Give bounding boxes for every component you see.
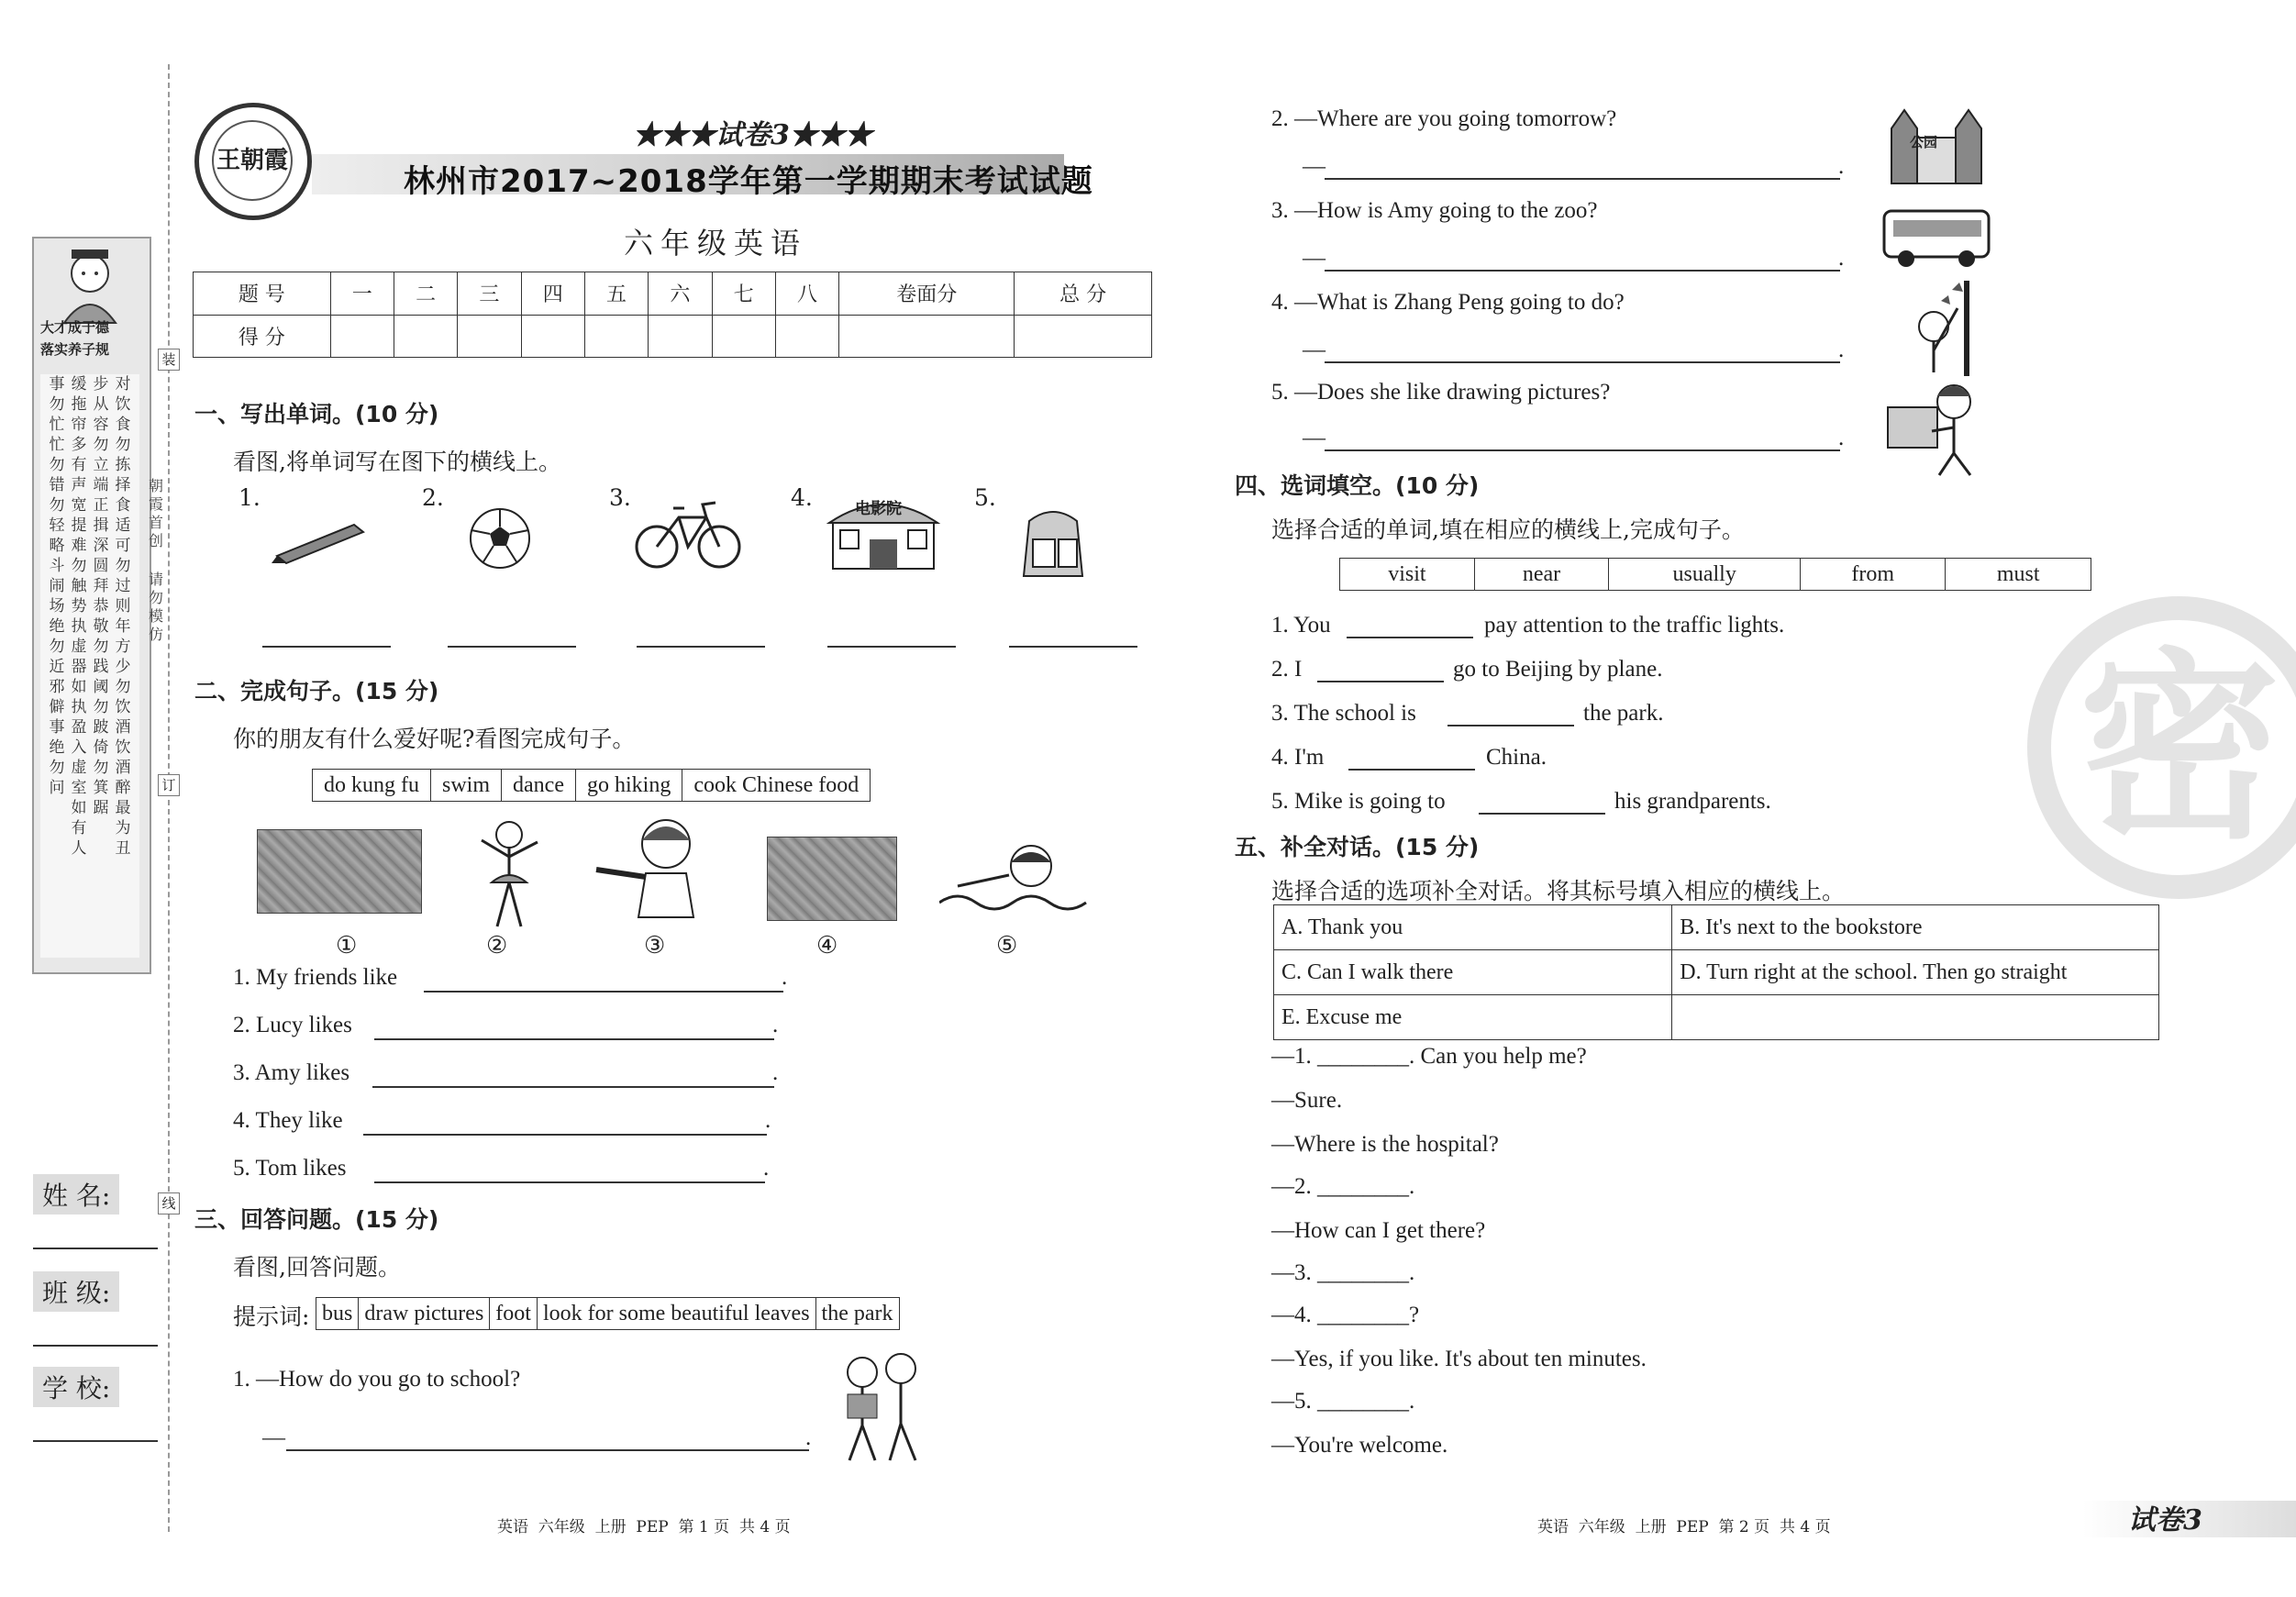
- sentence: 5. Tom likes: [233, 1156, 347, 1181]
- secret-stamp: [2027, 596, 2296, 899]
- question: 1. —How do you go to school?: [233, 1367, 521, 1392]
- picture-number: ①: [336, 932, 358, 959]
- score-input-cell[interactable]: [584, 315, 648, 358]
- word-option: swim: [431, 770, 502, 802]
- binding-mark: 线: [158, 1192, 180, 1214]
- sentence-start: 1. You: [1271, 613, 1331, 638]
- subject-title: 六年级英语: [624, 226, 808, 261]
- answer-line[interactable]: [1479, 813, 1605, 815]
- answer-line[interactable]: [424, 991, 783, 993]
- word-option: must: [1946, 559, 2091, 591]
- score-input-cell[interactable]: [1015, 315, 1152, 358]
- score-table: [193, 272, 1152, 358]
- period: .: [765, 1108, 771, 1133]
- dialog-option: B. It's next to the bookstore: [1672, 905, 2159, 950]
- score-cell: 二: [394, 272, 457, 316]
- answer-line[interactable]: [374, 1038, 774, 1040]
- logo: [194, 103, 312, 220]
- section-5-instruction: 选择合适的选项补全对话。将其标号填入相应的横线上。: [1271, 878, 1846, 904]
- score-input-cell[interactable]: [649, 315, 712, 358]
- footer-left: 英语 六年级 上册 PEP 第 1 页 共 4 页: [497, 1518, 791, 1536]
- binding-mark: 装: [158, 349, 180, 371]
- hint-word: bus: [316, 1298, 359, 1330]
- answer-line[interactable]: [286, 1449, 809, 1451]
- answer-line[interactable]: [372, 1086, 774, 1088]
- section-4-word-box: [1339, 558, 2091, 591]
- section-2-instruction: 你的朋友有什么爱好呢?看图完成句子。: [233, 726, 636, 752]
- dialog-line: —1. ________. Can you help me?: [1271, 1044, 1587, 1069]
- footer-right: 英语 六年级 上册 PEP 第 2 页 共 4 页: [1537, 1518, 1831, 1536]
- answer-line[interactable]: [448, 646, 576, 648]
- period: .: [772, 1060, 779, 1085]
- sentence-end: go to Beijing by plane.: [1453, 657, 1663, 682]
- question: 5. —Does she like drawing pictures?: [1271, 380, 1611, 405]
- sentence-end: pay attention to the traffic lights.: [1484, 613, 1785, 638]
- dialog-line: —5. ________.: [1271, 1389, 1415, 1414]
- section-3-hint-box: [316, 1297, 900, 1330]
- score-table-header-row: [194, 272, 1152, 316]
- stamp-char: 密: [2079, 631, 2281, 866]
- answer-line[interactable]: [1447, 725, 1574, 726]
- section-1-title: 一、写出单词。(10 分): [194, 401, 439, 427]
- period: .: [1838, 338, 1845, 362]
- answer-line[interactable]: [262, 646, 391, 648]
- logo-text: 王朝霞: [212, 120, 293, 201]
- period: .: [1838, 246, 1845, 271]
- answer-line[interactable]: [374, 1181, 765, 1183]
- score-cell: 卷面分: [839, 272, 1015, 316]
- answer-line[interactable]: [1325, 361, 1840, 363]
- hint-word: look for some beautiful leaves: [537, 1298, 815, 1330]
- bike-icon: [633, 490, 743, 572]
- answer-line[interactable]: [1317, 681, 1444, 682]
- bus-icon: [1880, 205, 1994, 272]
- motto-column: 缓拖帘多有声宽提难勿触势执虚器如执盈入虚室如有人: [71, 375, 87, 858]
- sentence-end: his grandparents.: [1614, 789, 1771, 814]
- word-option: near: [1474, 559, 1609, 591]
- hiking-photo: [767, 837, 897, 921]
- picture-number: ②: [486, 932, 508, 959]
- dialog-option-empty: [1672, 995, 2159, 1040]
- word-option: dance: [502, 770, 576, 802]
- sentence: 3. Amy likes: [233, 1060, 350, 1085]
- score-input-cell[interactable]: [458, 315, 521, 358]
- word-box-row: [313, 770, 871, 802]
- score-cell: 五: [584, 272, 648, 316]
- footer-tag: 试卷3: [2128, 1504, 2202, 1536]
- section-5-title: 五、补全对话。(15 分): [1235, 834, 1480, 860]
- walking-kids-icon: [829, 1348, 936, 1466]
- hint-label: 提示词:: [233, 1303, 310, 1330]
- sentence-start: 4. I'm: [1271, 745, 1325, 770]
- question: 2. —Where are you going tomorrow?: [1271, 106, 1617, 131]
- answer-line[interactable]: [637, 646, 765, 648]
- vertical-note: 请勿模仿: [148, 571, 163, 643]
- answer-dash: —: [262, 1425, 285, 1450]
- dialog-line: —4. ________?: [1271, 1303, 1420, 1327]
- answer-line[interactable]: [1325, 270, 1840, 272]
- period: .: [1838, 426, 1845, 450]
- swimming-boy-icon: [939, 838, 1095, 921]
- binding-dashed-line: [168, 64, 170, 1532]
- answer-dash: —: [1303, 154, 1325, 179]
- options-row: [1274, 950, 2159, 995]
- score-cell: 七: [712, 272, 775, 316]
- score-cell: 题 号: [194, 272, 331, 316]
- word-option: do kung fu: [313, 770, 431, 802]
- period: .: [1838, 154, 1845, 179]
- question: 3. —How is Amy going to the zoo?: [1271, 198, 1598, 223]
- section-3-title: 三、回答问题。(15 分): [194, 1206, 439, 1233]
- hint-box-row: [316, 1298, 900, 1330]
- dialog-option: D. Turn right at the school. Then go straight: [1672, 950, 2159, 995]
- sentence: 4. They like: [233, 1108, 343, 1133]
- sentence-end: China.: [1486, 745, 1547, 770]
- item-number: 2.: [422, 484, 444, 511]
- binding-mark: 订: [158, 774, 180, 796]
- hint-word: draw pictures: [359, 1298, 490, 1330]
- slogan-2: 落实养子规: [40, 341, 110, 358]
- kung-fu-girl-icon: [591, 813, 719, 919]
- period: .: [805, 1425, 812, 1450]
- park-sign: 公园: [1910, 134, 1938, 150]
- item-number: 3.: [609, 484, 631, 511]
- score-cell: 一: [330, 272, 394, 316]
- slogan-1: 大才成于德: [40, 319, 110, 336]
- sentence-start: 3. The school is: [1271, 701, 1416, 726]
- options-row: [1274, 905, 2159, 950]
- name-label: 姓 名:: [33, 1174, 119, 1214]
- sentence-start: 2. I: [1271, 657, 1303, 682]
- answer-line[interactable]: [1009, 646, 1137, 648]
- class-field[interactable]: [33, 1345, 158, 1347]
- score-cell: 四: [521, 272, 584, 316]
- word-option: go hiking: [575, 770, 682, 802]
- score-input-cell[interactable]: [839, 315, 1015, 358]
- period: .: [772, 1013, 779, 1037]
- sentence: 2. Lucy likes: [233, 1013, 352, 1037]
- score-cell: 得 分: [194, 315, 331, 358]
- boy-leaves-icon: [1897, 281, 1974, 376]
- question: 4. —What is Zhang Peng going to do?: [1271, 290, 1625, 315]
- vertical-note: 朝霞首创: [148, 477, 163, 549]
- answer-line[interactable]: [1348, 769, 1475, 771]
- school-field[interactable]: [33, 1440, 158, 1442]
- exam-title: 林州市2017~2018学年第一学期期末考试试题: [404, 163, 1093, 200]
- period: .: [763, 1156, 770, 1181]
- answer-dash: —: [1303, 246, 1325, 271]
- picture-number: ⑤: [996, 932, 1018, 959]
- dialog-line: —Yes, if you like. It's about ten minutes.: [1271, 1347, 1647, 1371]
- sentence: 1. My friends like: [233, 965, 398, 990]
- scholar-cartoon-icon: [46, 240, 134, 328]
- answer-line[interactable]: [1325, 449, 1840, 451]
- dialog-line: —Where is the hospital?: [1271, 1132, 1499, 1157]
- motto-column: 事勿忙忙勿错勿轻略斗闹场绝勿近邪僻事绝勿问: [49, 375, 65, 797]
- dialog-option: E. Excuse me: [1274, 995, 1672, 1040]
- sentence-end: the park.: [1583, 701, 1664, 726]
- word-box-row: [1340, 559, 2091, 591]
- score-input-cell[interactable]: [330, 315, 394, 358]
- girl-drawing-icon: [1884, 376, 1994, 479]
- item-number: 4.: [791, 484, 813, 511]
- answer-line[interactable]: [1325, 178, 1840, 180]
- answer-dash: —: [1303, 426, 1325, 450]
- section-2-title: 二、完成句子。(15 分): [194, 678, 439, 704]
- answer-line[interactable]: [827, 646, 956, 648]
- answer-line[interactable]: [363, 1134, 767, 1136]
- score-table-score-row: [194, 315, 1152, 358]
- word-option: cook Chinese food: [682, 770, 871, 802]
- motto-column: 对饮食勿拣择食适可勿过则年方少勿饮酒饮酒醉最为丑: [115, 375, 131, 858]
- score-input-cell[interactable]: [521, 315, 584, 358]
- score-input-cell[interactable]: [775, 315, 838, 358]
- school-label: 学 校:: [33, 1367, 119, 1407]
- picture-number: ④: [816, 932, 838, 959]
- options-row: [1274, 995, 2159, 1040]
- item-number: 5.: [974, 484, 996, 511]
- motto-column: 步从容勿立端正揖深圆拜恭敬勿践阈勿跛倚勿箕踞: [93, 375, 109, 817]
- score-cell: 总 分: [1015, 272, 1152, 316]
- cinema-sign: 电影院: [855, 500, 902, 518]
- period: .: [782, 965, 788, 990]
- dialog-line: —How can I get there?: [1271, 1218, 1486, 1243]
- section-4-instruction: 选择合适的单词,填在相应的横线上,完成句子。: [1271, 516, 1745, 543]
- dialog-option: A. Thank you: [1274, 905, 1672, 950]
- section-5-options-table: [1273, 904, 2159, 1040]
- score-cell: 三: [458, 272, 521, 316]
- dialog-line: —2. ________.: [1271, 1174, 1415, 1199]
- picture-number: ③: [644, 932, 666, 959]
- score-cell: 八: [775, 272, 838, 316]
- football-icon: [468, 506, 532, 571]
- hint-word: the park: [815, 1298, 899, 1330]
- answer-dash: —: [1303, 338, 1325, 362]
- section-2-word-box: [312, 769, 871, 802]
- answer-line[interactable]: [1347, 637, 1473, 638]
- item-number: 1.: [238, 484, 261, 511]
- dialog-option: C. Can I walk there: [1274, 950, 1672, 995]
- hint-word: foot: [490, 1298, 538, 1330]
- dialog-line: —You're welcome.: [1271, 1433, 1448, 1458]
- word-option: from: [1800, 559, 1945, 591]
- pen-icon: [272, 510, 372, 565]
- dialog-line: —3. ________.: [1271, 1260, 1415, 1285]
- schoolbag-icon: [1016, 503, 1090, 582]
- word-option: usually: [1609, 559, 1801, 591]
- section-3-instruction: 看图,回答问题。: [233, 1254, 401, 1281]
- motto-box: [40, 374, 139, 958]
- class-label: 班 级:: [33, 1271, 119, 1312]
- dialog-line: —Sure.: [1271, 1088, 1343, 1113]
- section-4-title: 四、选词填空。(10 分): [1235, 472, 1480, 499]
- paper-tag: ★★★试卷3★★★: [633, 119, 872, 151]
- score-cell: 六: [649, 272, 712, 316]
- dancing-girl-icon: [468, 816, 550, 930]
- score-input-cell[interactable]: [394, 315, 457, 358]
- kung-fu-photo: [257, 829, 422, 914]
- name-field[interactable]: [33, 1248, 158, 1249]
- score-input-cell[interactable]: [712, 315, 775, 358]
- sentence-start: 5. Mike is going to: [1271, 789, 1446, 814]
- word-option: visit: [1340, 559, 1475, 591]
- section-1-instruction: 看图,将单词写在图下的横线上。: [233, 449, 561, 475]
